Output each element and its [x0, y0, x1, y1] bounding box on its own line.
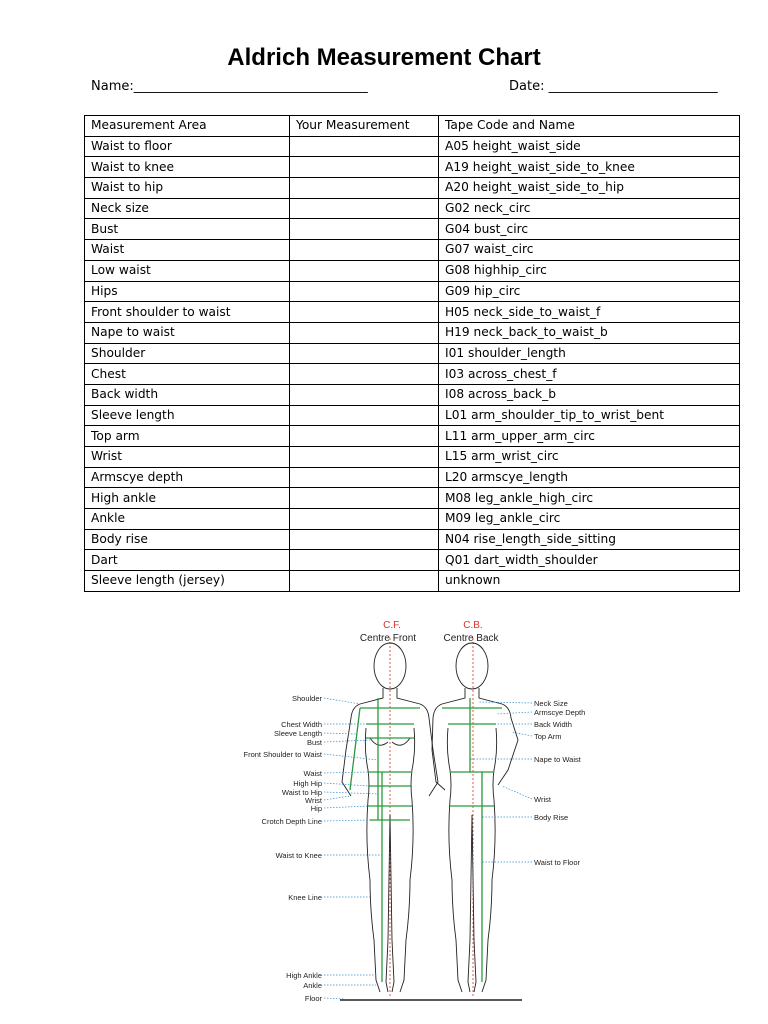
cell-measurement-area: Sleeve length (jersey) — [85, 571, 290, 592]
label-nape-to-waist: Nape to Waist — [534, 755, 581, 764]
label-floor: Floor — [304, 994, 322, 1003]
cell-your-measurement[interactable] — [290, 198, 439, 219]
cell-your-measurement[interactable] — [290, 157, 439, 178]
label-wrist-back: Wrist — [534, 795, 551, 804]
date-field[interactable]: Date: __________________________ — [509, 79, 718, 94]
label-shoulder: Shoulder — [291, 694, 322, 703]
table-row — [85, 550, 740, 571]
cell-measurement-area: Nape to waist — [85, 322, 290, 343]
table-row — [85, 571, 740, 592]
cell-tape-code: H05 neck_side_to_waist_f — [439, 302, 740, 323]
cell-your-measurement[interactable] — [290, 447, 439, 468]
page-title: Aldrich Measurement Chart — [227, 44, 541, 71]
cell-your-measurement[interactable] — [290, 405, 439, 426]
cell-measurement-area: Hips — [85, 281, 290, 302]
label-knee-line: Knee Line — [288, 893, 322, 902]
label-neck-size: Neck Size — [534, 699, 568, 708]
table-row — [85, 157, 740, 178]
label-waist-to-knee: Waist to Knee — [275, 851, 322, 860]
cell-measurement-area: Waist to hip — [85, 178, 290, 199]
label-waist: Waist — [303, 769, 322, 778]
label-waist-to-floor: Waist to Floor — [534, 858, 580, 867]
label-front-shoulder-to-waist: Front Shoulder to Waist — [243, 750, 322, 759]
label-ankle: Ankle — [303, 981, 322, 990]
label-back-width: Back Width — [534, 720, 572, 729]
body-measurement-figure — [220, 610, 620, 1010]
cell-tape-code: unknown — [439, 571, 740, 592]
measurement-table — [84, 115, 740, 592]
table-row — [85, 240, 740, 261]
cell-measurement-area: Body rise — [85, 529, 290, 550]
cell-tape-code: N04 rise_length_side_sitting — [439, 529, 740, 550]
table-row — [85, 488, 740, 509]
cell-tape-code: H19 neck_back_to_waist_b — [439, 322, 740, 343]
cell-your-measurement[interactable] — [290, 571, 439, 592]
cell-your-measurement[interactable] — [290, 467, 439, 488]
cell-tape-code: A20 height_waist_side_to_hip — [439, 178, 740, 199]
cell-your-measurement[interactable] — [290, 136, 439, 157]
header-your-measurement: Your Measurement — [290, 116, 439, 137]
measurement-lines — [350, 698, 502, 982]
left-pointers — [324, 698, 382, 999]
table-row — [85, 364, 740, 385]
cell-tape-code: A05 height_waist_side — [439, 136, 740, 157]
header-tape-code: Tape Code and Name — [439, 116, 740, 137]
table-row — [85, 136, 740, 157]
label-bust: Bust — [306, 738, 322, 747]
front-title: Centre Front — [359, 633, 417, 644]
cell-tape-code: L20 armscye_length — [439, 467, 740, 488]
table-row — [85, 198, 740, 219]
cell-tape-code: G09 hip_circ — [439, 281, 740, 302]
label-waist-to-hip: Waist to Hip — [281, 788, 322, 797]
cell-your-measurement[interactable] — [290, 281, 439, 302]
cell-tape-code: G02 neck_circ — [439, 198, 740, 219]
cell-your-measurement[interactable] — [290, 364, 439, 385]
table-row — [85, 343, 740, 364]
cell-measurement-area: High ankle — [85, 488, 290, 509]
cell-measurement-area: Low waist — [85, 260, 290, 281]
cell-tape-code: A19 height_waist_side_to_knee — [439, 157, 740, 178]
cell-measurement-area: Bust — [85, 219, 290, 240]
cell-tape-code: G04 bust_circ — [439, 219, 740, 240]
cell-measurement-area: Waist — [85, 240, 290, 261]
label-high-hip: High Hip — [293, 779, 322, 788]
table-row — [85, 302, 740, 323]
label-hip: Hip — [310, 804, 322, 813]
cell-measurement-area: Wrist — [85, 447, 290, 468]
cell-measurement-area: Top arm — [85, 426, 290, 447]
cell-your-measurement[interactable] — [290, 488, 439, 509]
cell-your-measurement[interactable] — [290, 219, 439, 240]
table-row — [85, 529, 740, 550]
table-row — [85, 178, 740, 199]
left-labels — [243, 694, 322, 1003]
cell-your-measurement[interactable] — [290, 550, 439, 571]
table-body — [85, 136, 740, 591]
table-row — [85, 509, 740, 530]
cell-your-measurement[interactable] — [290, 322, 439, 343]
cell-your-measurement[interactable] — [290, 302, 439, 323]
right-labels — [534, 699, 585, 867]
cell-measurement-area: Shoulder — [85, 343, 290, 364]
table-header-row — [85, 116, 740, 137]
cell-your-measurement[interactable] — [290, 260, 439, 281]
right-pointers — [470, 702, 532, 862]
table-row — [85, 447, 740, 468]
cell-your-measurement[interactable] — [290, 178, 439, 199]
back-figure — [432, 643, 518, 992]
table-row — [85, 219, 740, 240]
cell-tape-code: I08 across_back_b — [439, 384, 740, 405]
cell-tape-code: L11 arm_upper_arm_circ — [439, 426, 740, 447]
table-row — [85, 384, 740, 405]
label-top-arm: Top Arm — [534, 732, 562, 741]
label-armscye-depth: Armscye Depth — [534, 708, 586, 717]
cell-tape-code: G07 waist_circ — [439, 240, 740, 261]
cell-your-measurement[interactable] — [290, 426, 439, 447]
label-body-rise: Body Rise — [534, 813, 569, 822]
cell-your-measurement[interactable] — [290, 384, 439, 405]
cell-measurement-area: Chest — [85, 364, 290, 385]
cell-tape-code: I01 shoulder_length — [439, 343, 740, 364]
cell-measurement-area: Neck size — [85, 198, 290, 219]
cell-your-measurement[interactable] — [290, 240, 439, 261]
table-row — [85, 260, 740, 281]
back-title: Centre Back — [443, 633, 499, 644]
cell-measurement-area: Armscye depth — [85, 467, 290, 488]
label-high-ankle: High Ankle — [286, 971, 322, 980]
cell-measurement-area: Dart — [85, 550, 290, 571]
cell-tape-code: I03 across_chest_f — [439, 364, 740, 385]
cell-tape-code: L01 arm_shoulder_tip_to_wrist_bent — [439, 405, 740, 426]
cell-tape-code: Q01 dart_width_shoulder — [439, 550, 740, 571]
table-row — [85, 322, 740, 343]
table-row — [85, 467, 740, 488]
name-field[interactable]: Name:____________________________________ — [91, 79, 368, 94]
label-crotch-depth-line: Crotch Depth Line — [261, 817, 322, 826]
cell-your-measurement[interactable] — [290, 509, 439, 530]
label-chest-width: Chest Width — [281, 720, 322, 729]
cell-your-measurement[interactable] — [290, 529, 439, 550]
cell-measurement-area: Ankle — [85, 509, 290, 530]
cell-tape-code: L15 arm_wrist_circ — [439, 447, 740, 468]
cell-measurement-area: Back width — [85, 384, 290, 405]
front-code: C.F. — [383, 620, 401, 631]
table-row — [85, 426, 740, 447]
cell-tape-code: M09 leg_ankle_circ — [439, 509, 740, 530]
back-code: C.B. — [463, 620, 483, 631]
cell-measurement-area: Sleeve length — [85, 405, 290, 426]
cell-measurement-area: Front shoulder to waist — [85, 302, 290, 323]
cell-your-measurement[interactable] — [290, 343, 439, 364]
header-measurement-area: Measurement Area — [85, 116, 290, 137]
cell-tape-code: M08 leg_ankle_high_circ — [439, 488, 740, 509]
label-sleeve-length: Sleeve Length — [274, 729, 322, 738]
cell-tape-code: G08 highhip_circ — [439, 260, 740, 281]
cell-measurement-area: Waist to knee — [85, 157, 290, 178]
label-wrist: Wrist — [305, 796, 322, 805]
table-row — [85, 405, 740, 426]
table-row — [85, 281, 740, 302]
cell-measurement-area: Waist to floor — [85, 136, 290, 157]
